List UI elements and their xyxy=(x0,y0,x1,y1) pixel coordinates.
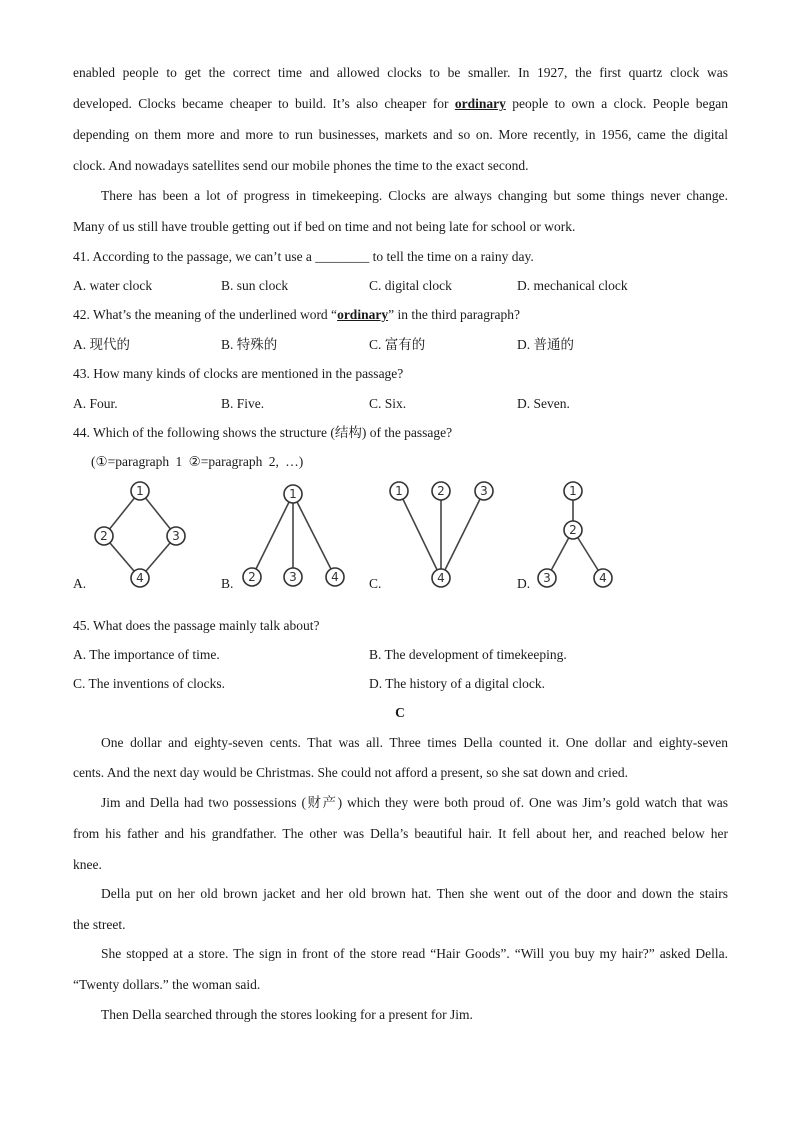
q45-option-a: A. The importance of time. xyxy=(73,647,220,662)
passage-line: cents. And the next day would be Christmas. She could not afford a present, so she sat down and cried. xyxy=(73,765,629,780)
svg-text:3: 3 xyxy=(172,529,180,543)
svg-text:2: 2 xyxy=(100,529,108,543)
question-41-stem: 41. According to the passage, we can’t use a ________ to tell the time on a rainy day. xyxy=(73,249,534,264)
q44-option-b-label: B. xyxy=(221,576,234,591)
passage-line: There has been a lot of progress in timekeeping. Clocks are always changing but some things never change. xyxy=(101,188,728,203)
q44-option-a-label: A. xyxy=(73,576,87,591)
q42-option-d: D. 普通的 xyxy=(517,337,574,352)
svg-text:1: 1 xyxy=(289,487,297,501)
q44-legend-note: (①=paragraph 1 ②=paragraph 2, …) xyxy=(91,454,304,469)
svg-text:4: 4 xyxy=(599,571,607,585)
paragraph-3-node xyxy=(538,569,556,587)
svg-text:2: 2 xyxy=(437,484,445,498)
section-heading: C xyxy=(395,705,405,720)
paragraph-1-node xyxy=(390,482,408,500)
paragraph-3-node xyxy=(475,482,493,500)
passage-text: developed. Clocks became cheaper to build. It’s also cheaper for xyxy=(73,96,455,111)
passage-line xyxy=(73,95,728,113)
question-45-stem: 45. What does the passage mainly talk about? xyxy=(73,618,320,633)
q41-option-c: C. digital clock xyxy=(369,278,452,293)
svg-text:3: 3 xyxy=(289,570,297,584)
question-44-stem: 44. Which of the following shows the structure (结构) of the passage? xyxy=(73,425,453,440)
passage-line: enabled people to get the correct time and allowed clocks to be smaller. In 1927, the first quartz clock was xyxy=(73,65,728,80)
paragraph-2-node xyxy=(564,521,582,539)
q41-option-a: A. water clock xyxy=(73,278,153,293)
q43-option-a: A. Four. xyxy=(73,396,118,411)
paragraph-1-node xyxy=(131,482,149,500)
passage-line: Then Della searched through the stores looking for a present for Jim. xyxy=(101,1007,473,1022)
q44-option-c-label: C. xyxy=(369,576,382,591)
q45-option-d: D. The history of a digital clock. xyxy=(369,676,545,691)
question-text: ” in the third paragraph? xyxy=(388,307,521,322)
svg-text:4: 4 xyxy=(136,571,144,585)
paragraph-2-node xyxy=(432,482,450,500)
q43-option-b: B. Five. xyxy=(221,396,265,411)
svg-text:1: 1 xyxy=(395,484,403,498)
q41-option-d: D. mechanical clock xyxy=(517,278,628,293)
question-text: 42. What’s the meaning of the underlined word “ xyxy=(73,307,338,322)
svg-text:4: 4 xyxy=(331,570,339,584)
svg-text:2: 2 xyxy=(248,570,256,584)
underlined-word: ordinary xyxy=(337,307,389,322)
passage-line: Della put on her old brown jacket and her old brown hat. Then she went out of the door and down the stairs xyxy=(101,886,728,901)
passage-line: depending on them more and more to run businesses, markets and so on. More recently, in 1956, came the digital xyxy=(73,127,728,142)
svg-text:1: 1 xyxy=(136,484,144,498)
q43-option-d: D. Seven. xyxy=(517,396,570,411)
passage-line: knee. xyxy=(73,857,102,872)
paragraph-4-node xyxy=(326,568,344,586)
structure-diagram-b xyxy=(236,478,351,590)
q43-option-c: C. Six. xyxy=(369,396,407,411)
passage-line: Jim and Della had two possessions (财产) which they were both proud of. One was Jim’s gold watch that was xyxy=(101,795,728,810)
paragraph-4-node xyxy=(432,569,450,587)
passage-line: the street. xyxy=(73,917,126,932)
svg-text:3: 3 xyxy=(543,571,551,585)
paragraph-2-node xyxy=(95,527,113,545)
question-42-stem xyxy=(73,306,728,324)
question-43-stem: 43. How many kinds of clocks are mentioned in the passage? xyxy=(73,366,404,381)
q45-option-b: B. The development of timekeeping. xyxy=(369,647,567,662)
svg-text:3: 3 xyxy=(480,484,488,498)
q41-option-b: B. sun clock xyxy=(221,278,289,293)
paragraph-1-node xyxy=(284,485,302,503)
structure-diagram-a xyxy=(90,478,190,590)
underlined-word: ordinary xyxy=(454,96,506,111)
q45-option-c: C. The inventions of clocks. xyxy=(73,676,225,691)
passage-line: clock. And nowadays satellites send our mobile phones the time to the exact second. xyxy=(73,158,529,173)
svg-text:2: 2 xyxy=(569,523,577,537)
paragraph-3-node xyxy=(284,568,302,586)
structure-diagram-c xyxy=(384,478,499,590)
passage-line: She stopped at a store. The sign in front of the store read “Hair Goods”. “Will you buy my hair?” asked Della. xyxy=(101,946,728,961)
q42-option-a: A. 现代的 xyxy=(73,337,130,352)
svg-text:1: 1 xyxy=(569,484,577,498)
paragraph-1-node xyxy=(564,482,582,500)
passage-line: One dollar and eighty-seven cents. That was all. Three times Della counted it. One dollar and eighty-seven xyxy=(101,735,728,750)
paragraph-3-node xyxy=(167,527,185,545)
paragraph-2-node xyxy=(243,568,261,586)
q42-option-c: C. 富有的 xyxy=(369,337,426,352)
structure-diagram-d xyxy=(530,478,620,590)
passage-line: “Twenty dollars.” the woman said. xyxy=(73,977,261,992)
svg-text:4: 4 xyxy=(437,571,445,585)
paragraph-4-node xyxy=(131,569,149,587)
passage-line: Many of us still have trouble getting out if bed on time and not being late for school or work. xyxy=(73,219,576,234)
passage-line: from his father and his grandfather. The other was Della’s beautiful hair. It fell about her, and reached below her xyxy=(73,826,728,841)
paragraph-4-node xyxy=(594,569,612,587)
q44-option-d-label: D. xyxy=(517,576,531,591)
q42-option-b: B. 特殊的 xyxy=(221,337,278,352)
passage-text: people to own a clock. People began xyxy=(505,96,728,111)
